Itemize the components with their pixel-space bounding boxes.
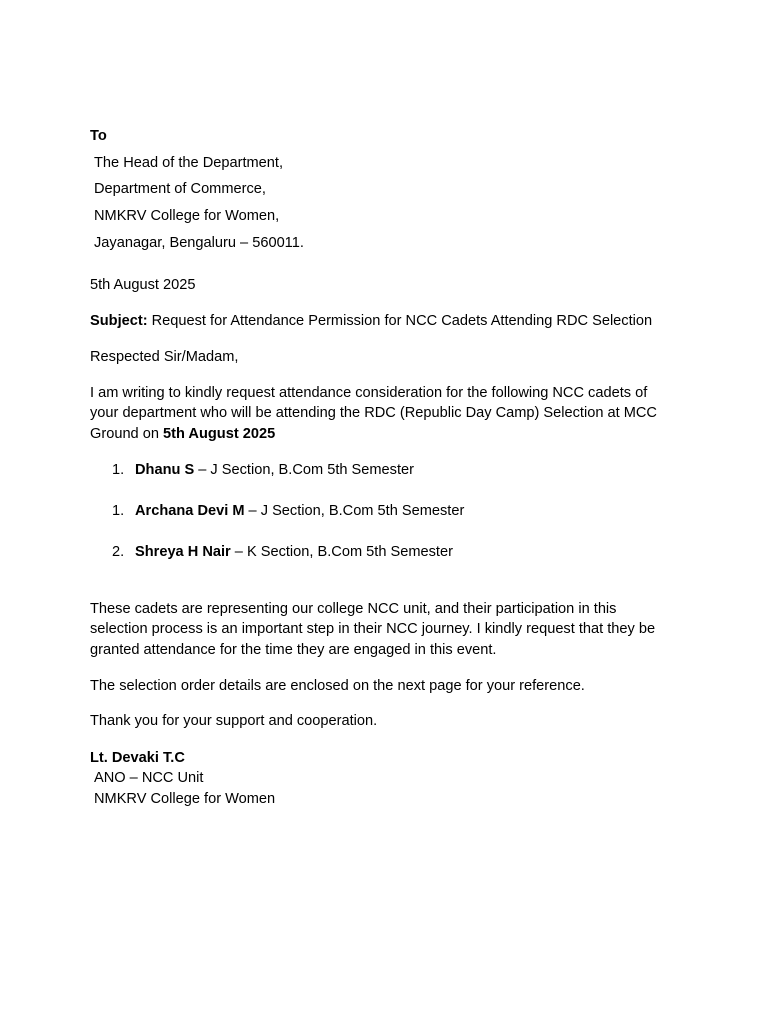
cadet-number: 2. bbox=[112, 544, 125, 560]
list-item bbox=[135, 503, 464, 520]
intro-line-3 bbox=[90, 426, 275, 443]
enclosure-note: The selection order details are enclosed on the next page for your reference. bbox=[90, 678, 585, 694]
cadet-number: 1. bbox=[112, 462, 125, 478]
list-item bbox=[135, 544, 453, 561]
to-label: To bbox=[90, 128, 107, 144]
cadet-detail: – K Section, B.Com 5th Semester bbox=[230, 544, 453, 560]
list-item bbox=[135, 462, 414, 479]
signatory-name: Lt. Devaki T.C bbox=[90, 750, 185, 766]
subject-text: Request for Attendance Permission for NCC Cadets Attending RDC Selection bbox=[147, 313, 653, 329]
cadet-detail: – J Section, B.Com 5th Semester bbox=[194, 462, 414, 478]
recipient-line-2: Department of Commerce, bbox=[94, 181, 266, 197]
body-line-3: granted attendance for the time they are engaged in this event. bbox=[90, 642, 497, 658]
cadet-name: Archana Devi M bbox=[135, 503, 245, 519]
intro-prefix: Ground on bbox=[90, 426, 164, 442]
intro-line-1: I am writing to kindly request attendance consideration for the following NCC cadets of bbox=[90, 385, 648, 401]
cadet-detail: – J Section, B.Com 5th Semester bbox=[244, 503, 465, 519]
recipient-line-1: The Head of the Department, bbox=[94, 155, 284, 171]
signatory-college: NMKRV College for Women bbox=[94, 791, 276, 807]
body-line-2: selection process is an important step in their NCC journey. I kindly request that they be bbox=[90, 621, 656, 637]
intro-line-2: your department who will be attending the RDC (Republic Day Camp) Selection at MCC bbox=[90, 405, 657, 421]
recipient-line-4: Jayanagar, Bengaluru – 560011. bbox=[94, 235, 304, 251]
cadet-name: Dhanu S bbox=[135, 462, 195, 478]
letter-date: 5th August 2025 bbox=[90, 277, 196, 293]
cadet-number: 1. bbox=[112, 503, 125, 519]
subject-label: Subject: bbox=[90, 313, 148, 329]
cadet-name: Shreya H Nair bbox=[135, 544, 231, 560]
intro-date-bold: 5th August 2025 bbox=[163, 426, 276, 442]
signatory-title: ANO – NCC Unit bbox=[94, 770, 204, 786]
recipient-line-3: NMKRV College for Women, bbox=[94, 208, 280, 224]
thanks-line: Thank you for your support and cooperation. bbox=[90, 713, 378, 729]
salutation: Respected Sir/Madam, bbox=[90, 349, 239, 365]
subject-line bbox=[90, 313, 652, 330]
body-line-1: These cadets are representing our college NCC unit, and their participation in this bbox=[90, 601, 617, 617]
